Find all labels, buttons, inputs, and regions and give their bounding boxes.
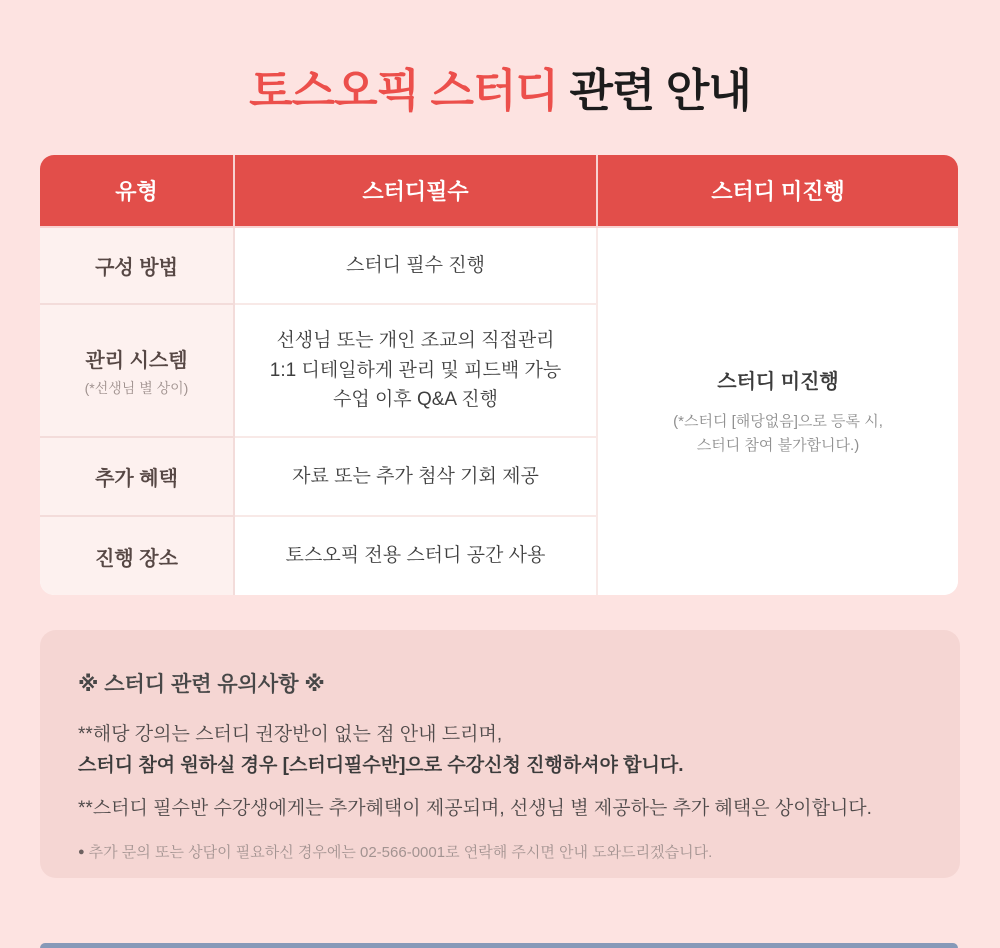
study-comparison-table (40, 155, 958, 595)
next-section-peek-bar (40, 943, 958, 948)
row-value-text: 토스오픽 전용 스터디 공간 사용 (285, 545, 546, 567)
row-label-location (40, 517, 235, 595)
bullet-icon: ● (78, 845, 85, 858)
notice-line-2: 스터디 참여 원하실 경우 [스터디필수반]으로 수강신청 진행하셔야 합니다. (78, 754, 684, 776)
notice-line-4: 추가 문의 또는 상담이 필요하신 경우에는 02-566-0001로 연락해 주시면 안내 도와드리겠습니다. (88, 843, 713, 861)
merged-cell-study-none (598, 228, 958, 595)
merged-cell-title: 스터디 미진행 (717, 371, 839, 393)
row-value-management (235, 305, 598, 438)
row-label-text: 관리 시스템 (85, 349, 188, 372)
table-header-study-none: 스터디 미진행 (598, 155, 958, 228)
notice-heading: ※ 스터디 관련 유의사항 ※ (78, 673, 325, 696)
notice-paragraph-1 (78, 720, 922, 782)
merged-cell-note-line2: 스터디 참여 불가합니다.) (696, 437, 860, 454)
page-title-highlight: 토스오픽 스터디 (249, 65, 558, 116)
table-header-type: 유형 (40, 155, 235, 228)
notice-paragraph-2 (78, 793, 922, 820)
row-value-composition (235, 228, 598, 305)
row-label-text: 추가 혜택 (95, 468, 178, 490)
row-value-text: 스터디 필수 진행 (345, 254, 486, 276)
row-label-composition (40, 228, 235, 305)
notice-contact-line (78, 841, 922, 862)
page-title-rest: 관련 안내 (557, 65, 751, 116)
row-label-subtext: (*선생님 별 상이) (84, 379, 189, 396)
row-label-benefits (40, 438, 235, 517)
page-title (0, 54, 1000, 119)
row-value-text: 자료 또는 추가 첨삭 기회 제공 (292, 465, 539, 487)
row-label-management (40, 305, 235, 438)
notice-line-3: **스터디 필수반 수강생에게는 추가혜택이 제공되며, 선생님 별 제공하는 추가 혜택은 상이합니다. (78, 797, 872, 819)
row-value-benefits (235, 438, 598, 517)
table-header-study-required: 스터디필수 (235, 155, 598, 228)
row-value-line: 선생님 또는 개인 조교의 직접관리 (276, 330, 555, 352)
row-value-line: 수업 이후 Q&A 진행 (332, 389, 499, 411)
merged-cell-note-line1: (*스터디 [해당없음]으로 등록 시, (673, 413, 883, 430)
study-notice-box (40, 630, 960, 878)
row-label-text: 진행 장소 (95, 547, 178, 570)
row-value-location (235, 517, 598, 595)
merged-cell-note (673, 410, 883, 458)
row-label-text: 구성 방법 (95, 257, 178, 279)
row-value-line: 1:1 디테일하게 관리 및 피드백 가능 (269, 359, 562, 381)
notice-line-1: **해당 강의는 스터디 권장반이 없는 점 안내 드리며, (78, 724, 503, 745)
